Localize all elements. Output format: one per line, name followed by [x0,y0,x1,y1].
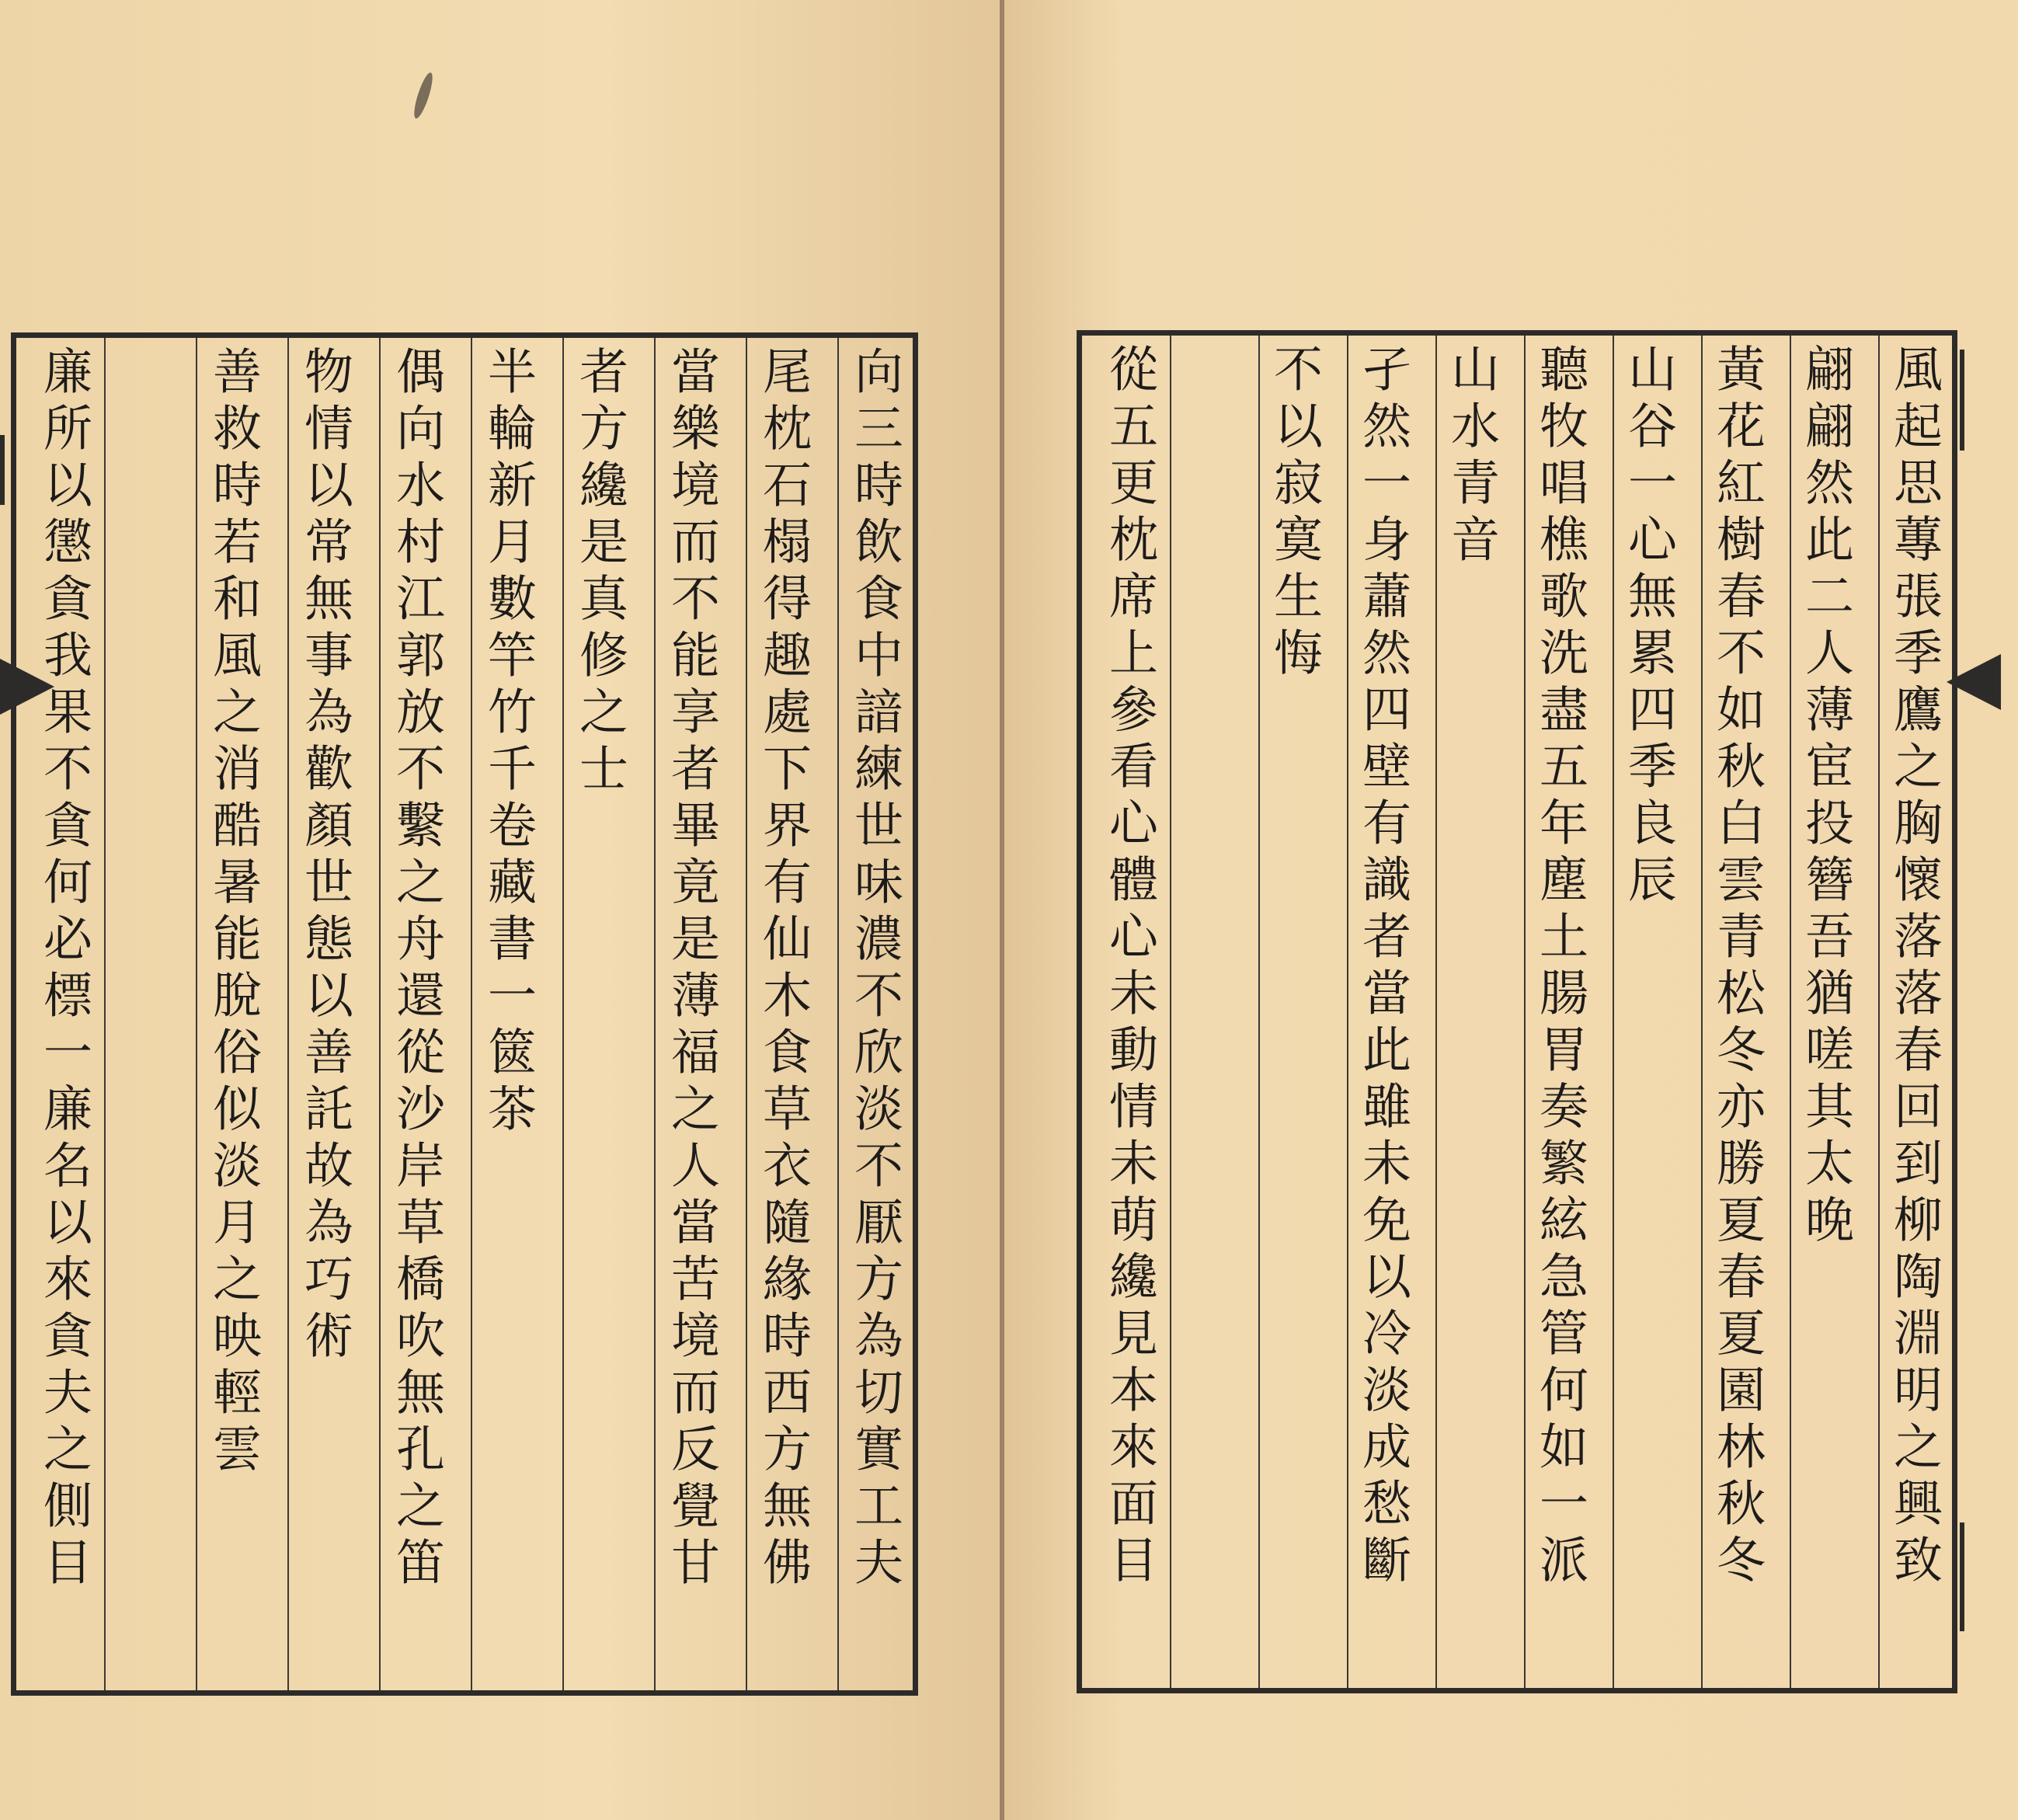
text-column: 者方纔是真修之士 [572,346,628,799]
text-column: 尾枕石榻得趣處下界有仙木食草衣隨緣時西方無佛 [755,346,812,1593]
left-page [0,0,1000,1820]
text-column: 聽牧唱樵歌洗盡五年塵土腸胃奏繁絃急管何如一派 [1532,343,1588,1591]
text-column: 山谷一心無累四季良辰 [1620,343,1677,910]
right-text-frame [1077,330,1957,1693]
text-column: 半輪新月數竿竹千卷藏書一篋茶 [480,346,537,1140]
text-column: 從五更枕席上參看心體心未動情未萌纔見本來面目 [1101,343,1158,1591]
text-column: 物情以常無事為歡顏世態以善託故為巧術 [297,346,353,1366]
text-column: 黃花紅樹春不如秋白雲青松冬亦勝夏春夏園林秋冬 [1709,343,1766,1591]
text-column: 善救時若和風之消酷暑能脫俗似淡月之映輕雲 [205,346,262,1480]
text-column: 翩翩然此二人薄宦投簪吾猶嗟其太晚 [1797,343,1854,1251]
text-column: 向三時飲食中諳練世味濃不欣淡不厭方為切實工夫 [847,346,903,1593]
left-text-frame [11,332,918,1696]
text-column: 當樂境而不能享者畢竟是薄福之人當苦境而反覺甘 [663,346,720,1593]
page-edge-mark [1960,350,1964,451]
text-column: 風起思蓴張季鷹之胸懷落落春回到柳陶淵明之興致 [1886,343,1943,1591]
text-column: 不以寂寞生悔 [1266,343,1323,684]
ink-blot [411,71,436,120]
text-column: 孑然一身蕭然四壁有識者當此雖未免以冷淡成愁斷 [1355,343,1411,1591]
page-edge-mark [1960,1522,1964,1631]
right-page [1004,0,2018,1820]
text-column: 山水青音 [1443,343,1500,570]
page-edge-mark [0,435,5,505]
text-column: 偶向水村江郭放不繫之舟還從沙岸草橋吹無孔之笛 [388,346,445,1593]
text-column: 廉所以懲貪我果不貪何必標一廉名以來貪夫之側目 [36,346,92,1593]
